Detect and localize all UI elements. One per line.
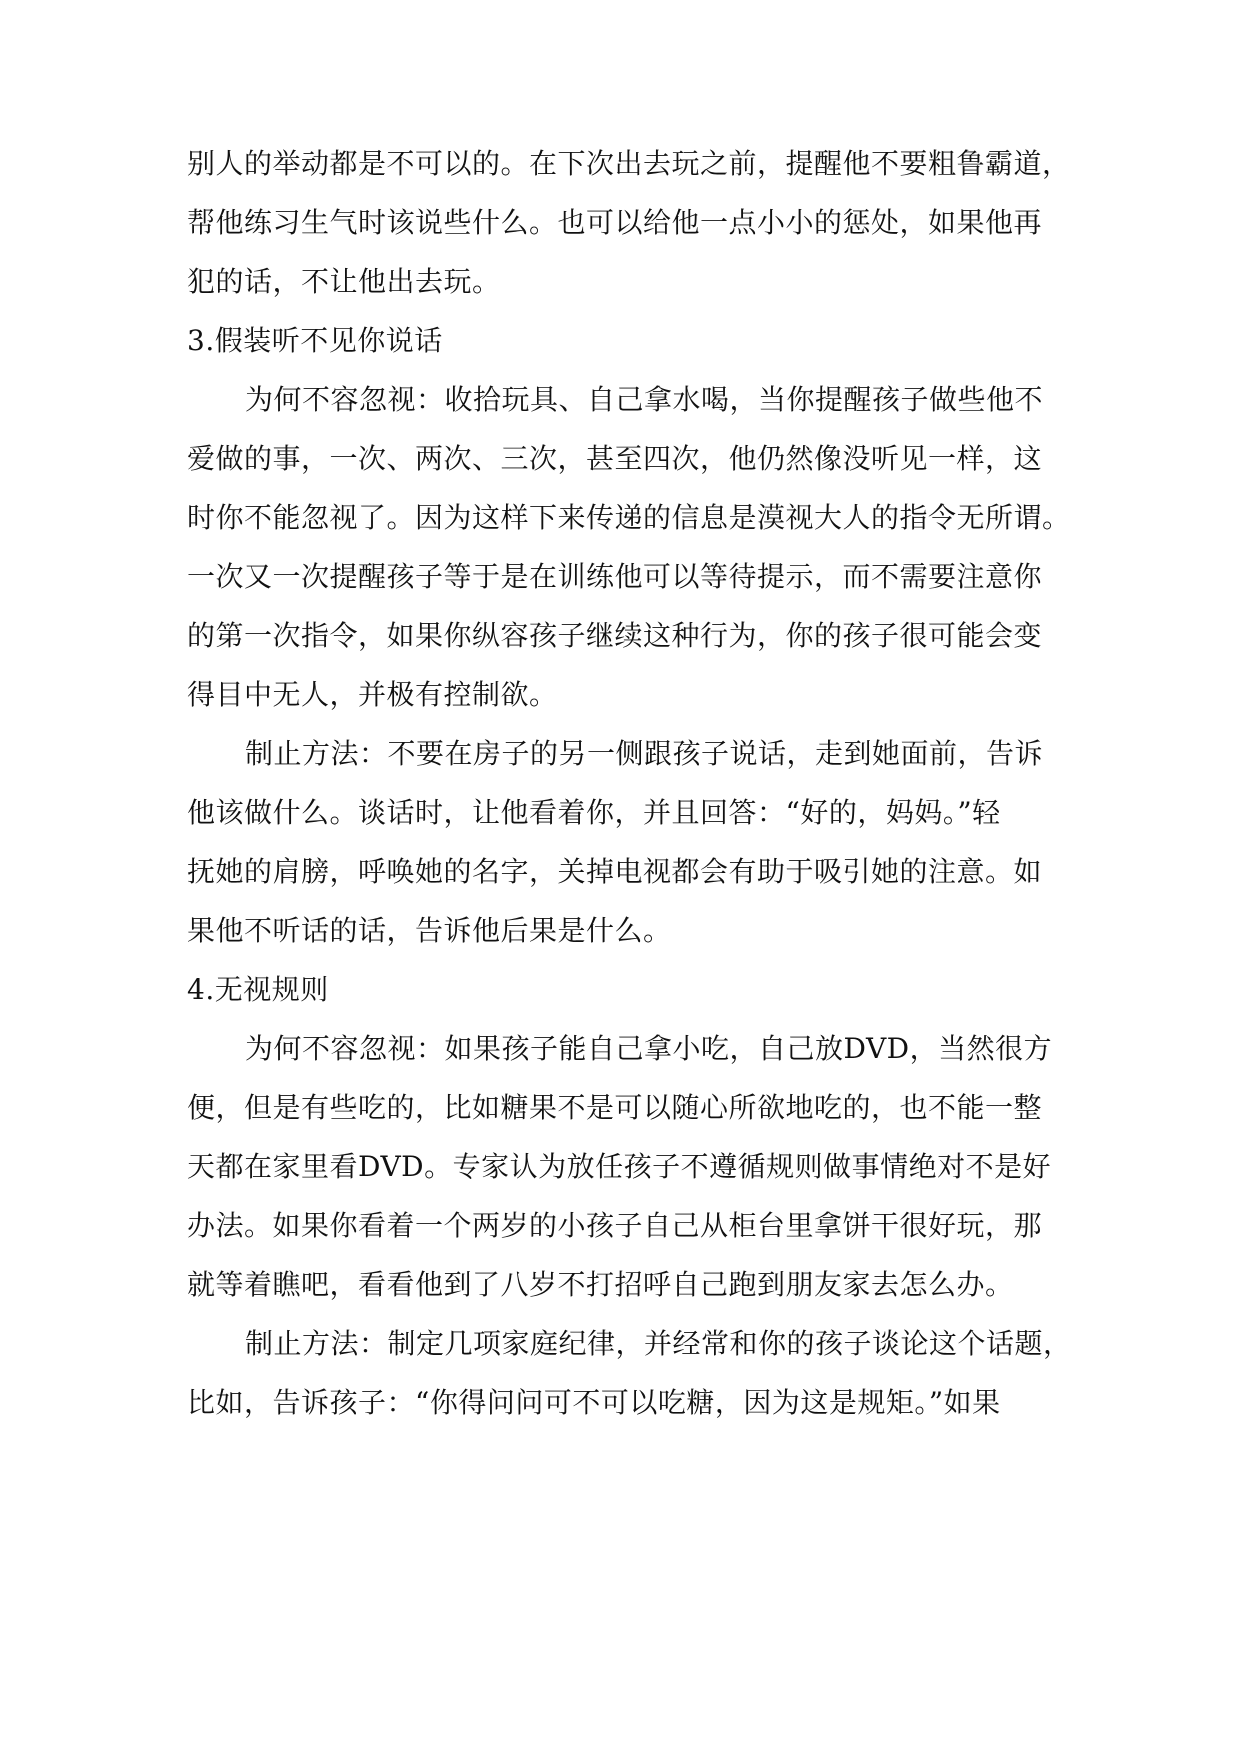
text-line: 犯的话，不让他出去玩。 <box>187 265 501 298</box>
text-line: 他该做什么。谈话时，让他看着你，并且回答：“好的，妈妈。”轻 <box>187 796 1001 829</box>
text-line: 就等着瞧吧，看看他到了八岁不打招呼自己跑到朋友家去怎么办。 <box>187 1268 1014 1301</box>
text-line: 帮他练习生气时该说些什么。也可以给他一点小小的惩处，如果他再 <box>187 206 1043 239</box>
text-line: 天都在家里看DVD。专家认为放任孩子不遵循规则做事情绝对不是好 <box>187 1150 1052 1183</box>
text-line: 的第一次指令，如果你纵容孩子继续这种行为，你的孩子很可能会变 <box>187 619 1043 652</box>
text-line: 比如，告诉孩子：“你得问问可不可以吃糖，因为这是规矩。”如果 <box>187 1386 1001 1419</box>
text-line: 得目中无人，并极有控制欲。 <box>187 678 558 711</box>
text-line: 爱做的事，一次、两次、三次，甚至四次，他仍然像没听见一样，这 <box>187 442 1043 475</box>
text-line: 制止方法：制定几项家庭纪律，并经常和你的孩子谈论这个话题， <box>245 1327 1072 1360</box>
text-line: 便，但是有些吃的，比如糖果不是可以随心所欲地吃的，也不能一整 <box>187 1091 1043 1124</box>
text-line: 办法。如果你看着一个两岁的小孩子自己从柜台里拿饼干很好玩，那 <box>187 1209 1043 1242</box>
text-line: 制止方法：不要在房子的另一侧跟孩子说话，走到她面前，告诉 <box>245 737 1044 770</box>
section-heading: 3.假装听不见你说话 <box>187 324 443 357</box>
text-line: 为何不容忽视：如果孩子能自己拿小吃，自己放DVD，当然很方 <box>245 1032 1053 1065</box>
text-line: 一次又一次提醒孩子等于是在训练他可以等待提示，而不需要注意你 <box>187 560 1043 593</box>
text-line: 为何不容忽视：收拾玩具、自己拿水喝，当你提醒孩子做些他不 <box>245 383 1044 416</box>
text-line: 时你不能忽视了。因为这样下来传递的信息是漠视大人的指令无所谓。 <box>187 501 1071 534</box>
text-line: 抚她的肩膀，呼唤她的名字，关掉电视都会有助于吸引她的注意。如 <box>187 855 1043 888</box>
text-line: 别人的举动都是不可以的。在下次出去玩之前，提醒他不要粗鲁霸道， <box>187 147 1071 180</box>
text-line: 果他不听话的话，告诉他后果是什么。 <box>187 914 672 947</box>
section-heading: 4.无视规则 <box>187 973 329 1006</box>
